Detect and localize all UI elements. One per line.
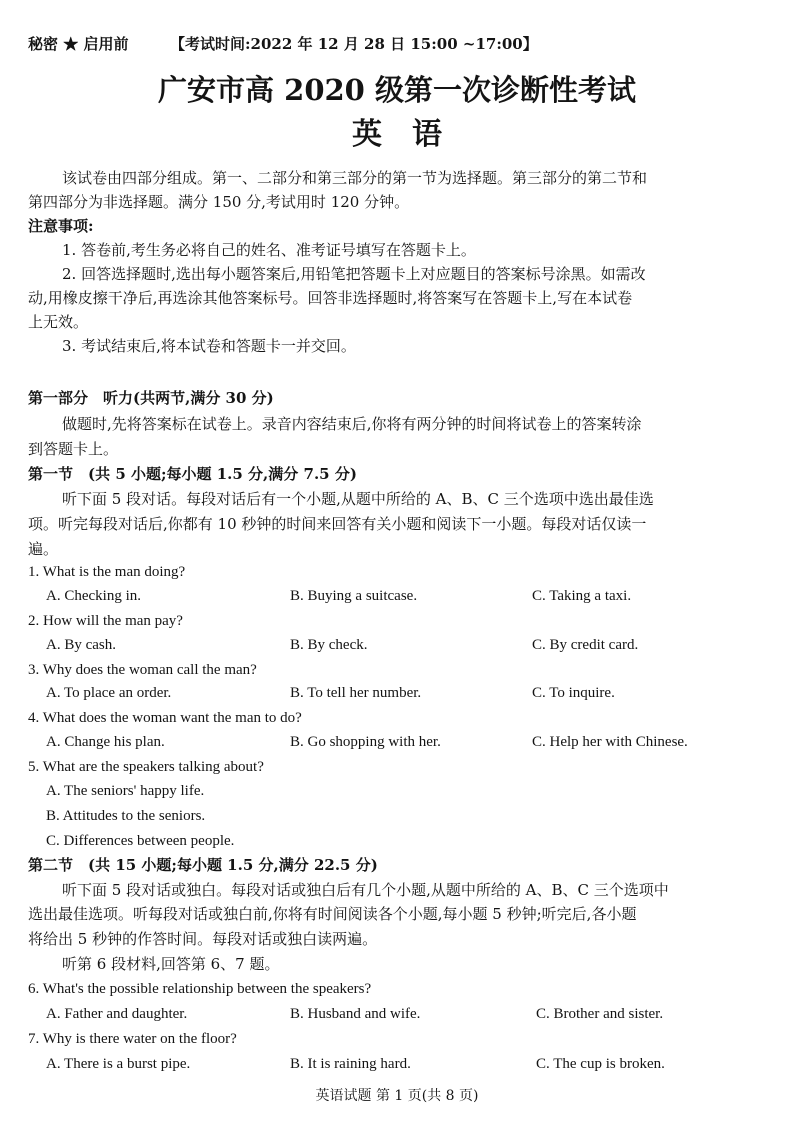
exam-time: 【考试时间:2022 年 12 月 28 日 15:00 ~17:00】 — [170, 35, 538, 53]
option-a: A. The seniors' happy life. — [46, 783, 205, 799]
option-c: C. Brother and sister. — [536, 1006, 664, 1022]
option-b: B. Go shopping with her. — [290, 734, 441, 750]
option-a: A. There is a burst pipe. — [46, 1056, 191, 1072]
section1-instr-line-2: 项。听完每段对话后,你都有 10 秒钟的时间来回答有关小题和阅读下一小题。每段对话仅读一 — [28, 515, 647, 533]
option-c: C. Help her with Chinese. — [532, 734, 688, 750]
note-item-2-line-1: 2. 回答选择题时,选出每小题答案后,用铅笔把答题卡上对应题目的答案标号涂黑。如需改 — [62, 265, 646, 283]
option-b: B. Husband and wife. — [290, 1006, 421, 1022]
question-stem: 4. What does the woman want the man to do? — [28, 710, 302, 726]
part1-instr-line-2: 到答题卡上。 — [28, 440, 119, 458]
option-a: A. Change his plan. — [46, 734, 165, 750]
question-stem: 1. What is the man doing? — [28, 564, 186, 580]
option-b: B. By check. — [290, 637, 368, 653]
note-item-2-line-2: 动,用橡皮擦干净后,再选涂其他答案标号。回答非选择题时,将答案写在答题卡上,写在本试卷 — [28, 289, 633, 307]
part1-heading: 第一部分 听力(共两节,满分 30 分) — [28, 389, 274, 407]
option-b: B. Attitudes to the seniors. — [46, 808, 206, 824]
section1-instr-line-1: 听下面 5 段对话。每段对话后有一个小题,从题中所给的 A、B、C 三个选项中选出最佳选 — [62, 490, 654, 508]
option-a: A. Father and daughter. — [46, 1006, 188, 1022]
part1-instr-line-1: 做题时,先将答案标在试卷上。录音内容结束后,你将有两分钟的时间将试卷上的答案转涂 — [62, 415, 642, 433]
notes-heading: 注意事项: — [28, 217, 94, 235]
option-c: C. The cup is broken. — [536, 1056, 665, 1072]
option-a: A. Checking in. — [46, 588, 141, 604]
question-stem: 2. How will the man pay? — [28, 613, 183, 629]
page-footer: 英语试题 第 1 页(共 8 页) — [315, 1088, 479, 1104]
question-stem: 6. What's the possible relationship between the speakers? — [28, 981, 372, 997]
option-a: A. By cash. — [46, 637, 116, 653]
note-item-3: 3. 考试结束后,将本试卷和答题卡一并交回。 — [62, 337, 356, 355]
option-c: C. Differences between people. — [46, 833, 235, 849]
section2-heading: 第二节 (共 15 小题;每小题 1.5 分,满分 22.5 分) — [28, 856, 378, 874]
question-stem: 3. Why does the woman call the man? — [28, 662, 257, 678]
section1-instr-line-3: 遍。 — [28, 540, 59, 558]
option-c: C. By credit card. — [532, 637, 639, 653]
section2-instr-line-1: 听下面 5 段对话或独白。每段对话或独白后有几个小题,从题中所给的 A、B、C 三个选项中 — [62, 881, 669, 899]
question-stem: 5. What are the speakers talking about? — [28, 759, 264, 775]
intro-line-1: 该试卷由四部分组成。第一、二部分和第三部分的第一节为选择题。第三部分的第二节和 — [62, 169, 648, 187]
option-b: B. It is raining hard. — [290, 1056, 411, 1072]
question-stem: 7. Why is there water on the floor? — [28, 1031, 237, 1047]
option-c: C. To inquire. — [532, 685, 615, 701]
section1-heading: 第一节 (共 5 小题;每小题 1.5 分,满分 7.5 分) — [28, 465, 357, 483]
option-b: B. Buying a suitcase. — [290, 588, 418, 604]
subject-title: 英 语 — [352, 117, 442, 152]
section2-instr-line-2: 选出最佳选项。听每段对话或独白前,你将有时间阅读各个小题,每小题 5 秒钟;听完后,各小题 — [28, 905, 637, 923]
option-a: A. To place an order. — [46, 685, 172, 701]
note-item-1: 1. 答卷前,考生务必将自己的姓名、准考证号填写在答题卡上。 — [62, 241, 476, 259]
confidential-label: 秘密 ★ 启用前 — [28, 35, 129, 53]
exam-title: 广安市高 2020 级第一次诊断性考试 — [158, 73, 636, 107]
option-b: B. To tell her number. — [290, 685, 422, 701]
option-c: C. Taking a taxi. — [532, 588, 632, 604]
material-note: 听第 6 段材料,回答第 6、7 题。 — [62, 955, 280, 973]
intro-line-2: 第四部分为非选择题。满分 150 分,考试用时 120 分钟。 — [28, 193, 410, 211]
section2-instr-line-3: 将给出 5 秒钟的作答时间。每段对话或独白读两遍。 — [28, 930, 378, 948]
note-item-2-line-3: 上无效。 — [28, 313, 89, 331]
